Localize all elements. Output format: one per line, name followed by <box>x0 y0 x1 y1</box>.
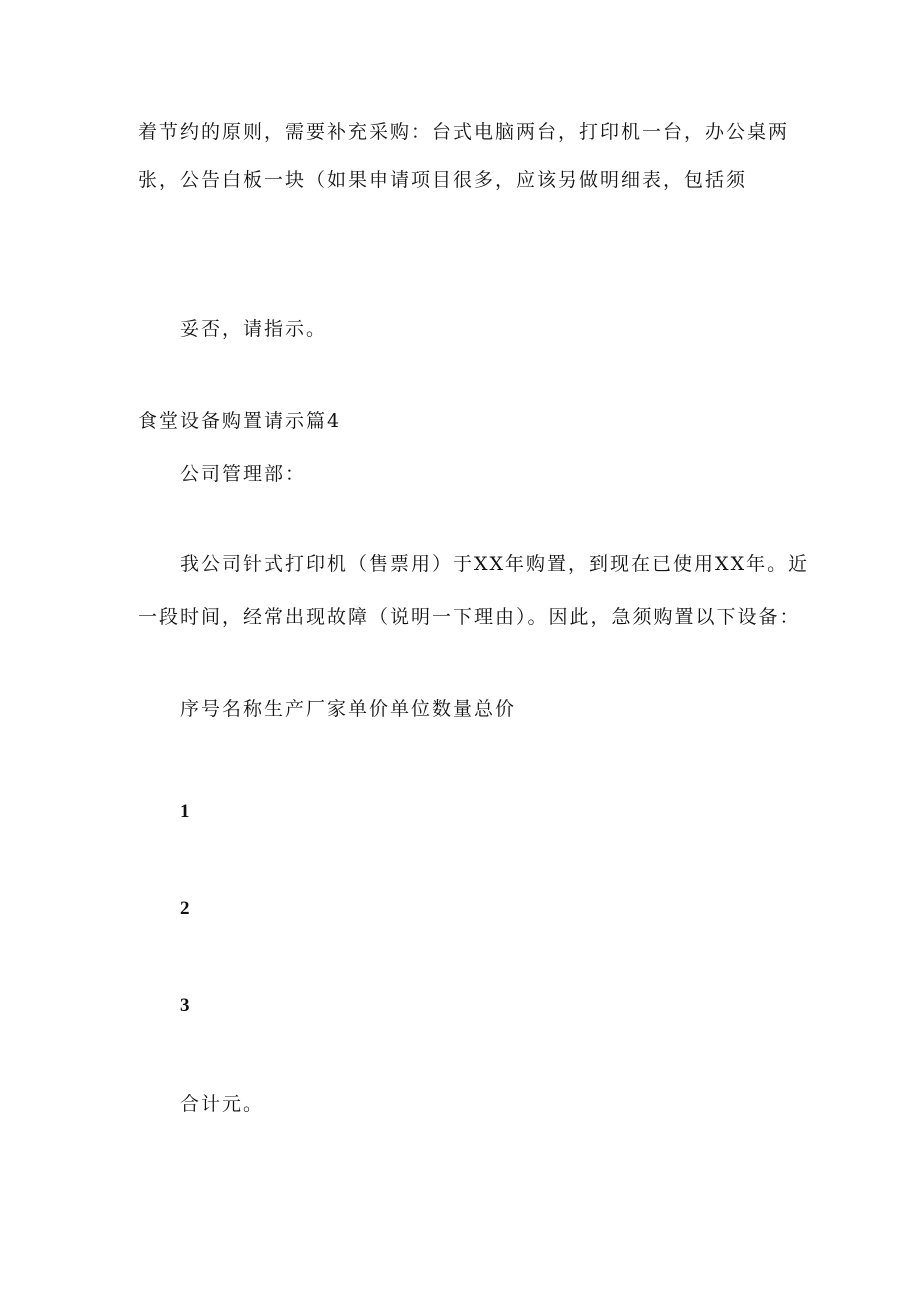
paragraph-2-line-2: 一段时间，经常出现故障（说明一下理由）。因此，急须购置以下设备： <box>138 606 801 628</box>
addressee: 公司管理部： <box>180 463 307 485</box>
paragraph-1-line-2: 张，公告白板一块（如果申请项目很多，应该另做明细表，包括须 <box>138 169 748 191</box>
row-number-3: 3 <box>180 995 192 1016</box>
row-number-2: 2 <box>180 898 192 919</box>
closing-line: 妥否，请指示。 <box>180 318 328 340</box>
row-number-1: 1 <box>180 801 192 822</box>
paragraph-2-line-1: 我公司针式打印机（售票用）于XX年购置，到现在已使用XX年。近 <box>180 553 810 575</box>
paragraph-1-line-1: 着节约的原则，需要补充采购：台式电脑两台，打印机一台，办公桌两 <box>138 121 790 143</box>
total-line: 合计元。 <box>180 1093 265 1115</box>
section-heading: 食堂设备购置请示篇4 <box>138 410 342 432</box>
table-header-line: 序号名称生产厂家单价单位数量总价 <box>180 698 517 720</box>
